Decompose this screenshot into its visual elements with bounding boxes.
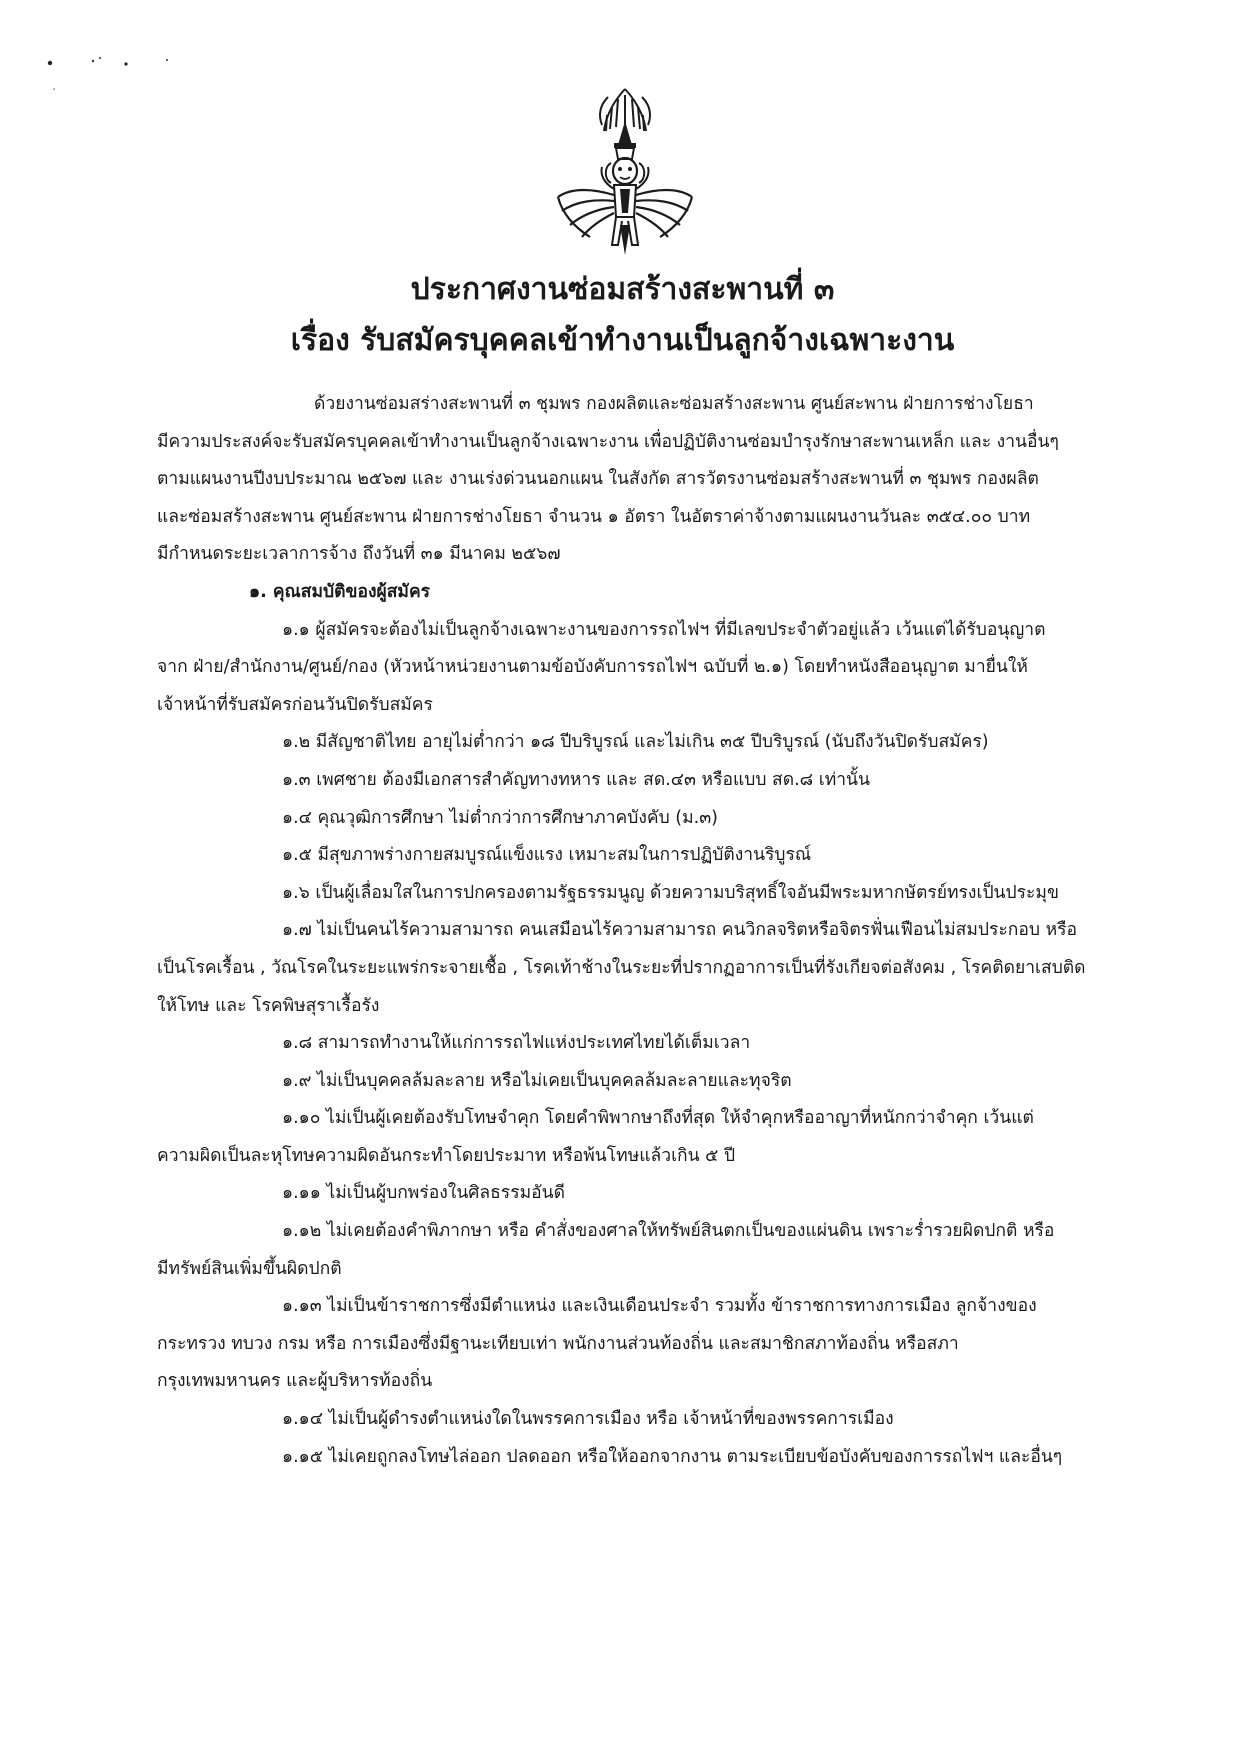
announcement-subject: เรื่อง รับสมัครบุคคลเข้าทำงานเป็นลูกจ้างเฉพาะงาน xyxy=(290,323,955,358)
qualification-1-7-cont: ให้โทษ และ โรคพิษสุราเรื้อรัง xyxy=(157,995,380,1016)
intro-line: มีความประสงค์จะรับสมัครบุคคลเข้าทำงานเป็นลูกจ้างเฉพาะงาน เพื่อปฏิบัติงานซ่อมบำรุงรักษาสะพานเหล็ก และ งานอื่นๆ xyxy=(157,431,1059,452)
qualification-1-11: ๑.๑๑ ไม่เป็นผู้บกพร่องในศิลธรรมอันดี xyxy=(282,1183,565,1204)
qualification-1-1-cont: จาก ฝ่าย/สำนักงาน/ศูนย์/กอง (หัวหน้าหน่วยงานตามข้อบังคับการรถไฟฯ ฉบับที่ ๒.๑) โดยทำหนังสืออนุญาต มายื่นให้ xyxy=(157,657,1028,678)
qualification-1-10: ๑.๑๐ ไม่เป็นผู้เคยต้องรับโทษจำคุก โดยคำพิพากษาถึงที่สุด ให้จำคุกหรืออาญาที่หนักกว่าจำคุก เว้นแต่ xyxy=(282,1108,1034,1129)
qualification-1-12-cont: มีทรัพย์สินเพิ่มขึ้นผิดปกติ xyxy=(157,1258,342,1279)
qualification-1-8: ๑.๘ สามารถทำงานให้แก่การรถไฟแห่งประเทศไทยได้เต็มเวลา xyxy=(282,1033,751,1054)
qualification-1-1-cont: เจ้าหน้าที่รับสมัครก่อนวันปิดรับสมัคร xyxy=(157,694,433,715)
qualification-1-4: ๑.๔ คุณวุฒิการศึกษา ไม่ต่ำกว่าการศึกษาภาคบังคับ (ม.๓) xyxy=(282,807,718,828)
qualification-1-6: ๑.๖ เป็นผู้เลื่อมใสในการปกครองตามรัฐธรรมนูญ ด้วยความบริสุทธิ์ใจอันมีพระมหากษัตรย์ทรงเป็นประมุข xyxy=(282,882,1059,903)
qualification-1-13-cont: กระทรวง ทบวง กรม หรือ การเมืองซึ่งมีฐานะเทียบเท่า พนักงานส่วนท้องถิ่น และสมาชิกสภาท้องถิ่น หรือสภา xyxy=(157,1333,959,1354)
scan-specks xyxy=(38,55,208,95)
intro-line: มีกำหนดระยะเวลาการจ้าง ถึงวันที่ ๓๑ มีนาคม ๒๕๖๗ xyxy=(157,544,561,565)
intro-line: และซ่อมสร้างสะพาน ศูนย์สะพาน ฝ่ายการช่างโยธา จำนวน ๑ อัตรา ในอัตราค่าจ้างตามแผนงานวันละ ๓๕๔.๐๐ บาท xyxy=(157,506,1031,527)
qualification-1-15: ๑.๑๕ ไม่เคยถูกลงโทษไล่ออก ปลดออก หรือให้ออกจากงาน ตามระเบียบข้อบังคับของการรถไฟฯ และอื่นๆ xyxy=(282,1446,1063,1467)
qualification-1-13: ๑.๑๓ ไม่เป็นข้าราชการซึ่งมีตำแหน่ง และเงินเดือนประจำ รวมทั้ง ข้าราชการทางการเมือง ลูกจ้างของ xyxy=(282,1296,1037,1317)
qualification-1-14: ๑.๑๔ ไม่เป็นผู้ดำรงตำแหน่งใดในพรรคการเมือง หรือ เจ้าหน้าที่ของพรรคการเมือง xyxy=(282,1409,894,1430)
qualification-1-7: ๑.๗ ไม่เป็นคนไร้ความสามารถ คนเสมือนไร้ความสามารถ คนวิกลจริตหรือจิตรฟั่นเฟือนไม่สมประกอบ หรือ xyxy=(282,920,1078,941)
qualification-1-12: ๑.๑๒ ไม่เคยต้องคำพิภากษา หรือ คำสั่งของศาลให้ทรัพย์สินตกเป็นของแผ่นดิน เพราะร่ำรวยผิดปกติ หรือ xyxy=(282,1221,1055,1242)
qualification-1-7-cont: เป็นโรคเรื้อน , วัณโรคในระยะแพร่กระจายเชื้อ , โรคเท้าช้างในระยะที่ปรากฏอาการเป็นที่รังเกียจต่อสังคม , โรคติดยาเสบติด xyxy=(157,957,1086,978)
qualification-1-3: ๑.๓ เพศชาย ต้องมีเอกสารสำคัญทางทหาร และ สด.๔๓ หรือแบบ สด.๘ เท่านั้น xyxy=(282,769,870,790)
srt-emblem-icon xyxy=(554,85,696,257)
qualification-1-1: ๑.๑ ผู้สมัครจะต้องไม่เป็นลูกจ้างเฉพาะงานของการรถไฟฯ ที่มีเลขประจำตัวอยู่แล้ว เว้นแต่ได้รับอนุญาต xyxy=(282,619,1046,640)
intro-line: ด้วยงานซ่อมสร่างสะพานที่ ๓ ชุมพร กองผลิตและซ่อมสร้างสะพาน ศูนย์สะพาน ฝ่ายการช่างโยธา xyxy=(314,394,1034,414)
intro-line: ตามแผนงานปีงบประมาณ ๒๕๖๗ และ งานเร่งด่วนนอกแผน ในสังกัด สารวัตรงานซ่อมสร้างสะพานที่ ๓ ชุมพร กองผลิต xyxy=(157,469,1039,490)
announcement-body xyxy=(157,386,1092,1476)
qualification-1-13-cont: กรุงเทพมหานคร และผู้บริหารท้องถิ่น xyxy=(157,1371,433,1392)
section-heading-qualifications: ๑. คุณสมบัติของผู้สมัคร xyxy=(249,581,431,602)
qualification-1-5: ๑.๕ มีสุขภาพร่างกายสมบูรณ์แข็งแรง เหมาะสมในการปฏิบัติงานริบูรณ์ xyxy=(282,845,812,866)
qualification-1-10-cont: ความผิดเป็นละหุโทษความผิดอันกระทำโดยประมาท หรือพ้นโทษแล้วเกิน ๕ ปี xyxy=(157,1145,736,1166)
qualification-1-2: ๑.๒ มีสัญชาติไทย อายุไม่ต่ำกว่า ๑๘ ปีบริบูรณ์ และไม่เกิน ๓๕ ปีบริบูรณ์ (นับถึงวันปิดรับสมัคร) xyxy=(282,732,989,753)
qualification-1-9: ๑.๙ ไม่เป็นบุคคลล้มละลาย หรือไม่เคยเป็นบุคคลล้มละลายและทุจริต xyxy=(282,1070,792,1091)
announcement-title: ประกาศงานซ่อมสร้างสะพานที่ ๓ xyxy=(410,272,835,307)
